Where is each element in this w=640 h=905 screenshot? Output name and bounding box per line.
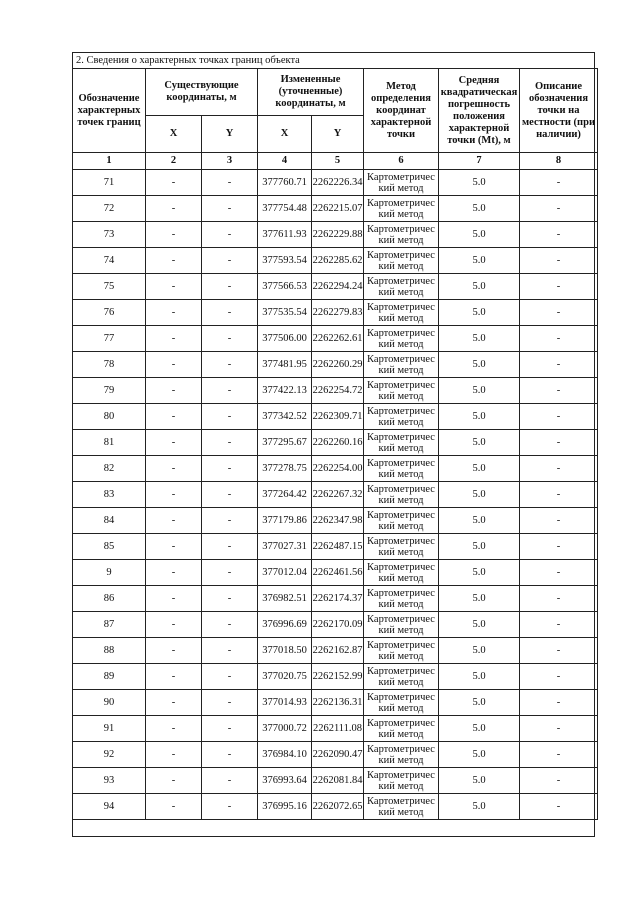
method-line: кий метод [378, 286, 424, 298]
existing-x-cell: - [146, 586, 202, 612]
method-cell [364, 794, 439, 820]
point-id-cell: 80 [73, 404, 146, 430]
accuracy-cell: 5.0 [439, 300, 520, 326]
table-row [73, 794, 598, 820]
method-line: Картометричес [367, 197, 435, 209]
changed-x-cell: 377422.13 [258, 378, 312, 404]
accuracy-cell: 5.0 [439, 638, 520, 664]
method-line: Картометричес [367, 587, 435, 599]
method-line: кий метод [378, 676, 424, 688]
table-row [73, 378, 598, 404]
accuracy-cell: 5.0 [439, 508, 520, 534]
accuracy-cell: 5.0 [439, 222, 520, 248]
method-cell [364, 482, 439, 508]
method-line: кий метод [378, 364, 424, 376]
method-line: кий метод [378, 234, 424, 246]
changed-y-cell: 2262347.98 [312, 508, 364, 534]
existing-y-cell: - [202, 742, 258, 768]
table-row [73, 638, 598, 664]
point-id-cell: 79 [73, 378, 146, 404]
existing-y-cell: - [202, 664, 258, 690]
changed-y-cell: 2262162.87 [312, 638, 364, 664]
method-line: Картометричес [367, 223, 435, 235]
existing-x-cell: - [146, 534, 202, 560]
changed-x-cell: 377264.42 [258, 482, 312, 508]
accuracy-cell: 5.0 [439, 326, 520, 352]
accuracy-cell: 5.0 [439, 794, 520, 820]
changed-x-cell: 377760.71 [258, 170, 312, 196]
description-cell: - [520, 170, 598, 196]
method-cell [364, 274, 439, 300]
changed-y-cell: 2262279.83 [312, 300, 364, 326]
existing-y-cell: - [202, 378, 258, 404]
accuracy-cell: 5.0 [439, 248, 520, 274]
changed-y-cell: 2262090.47 [312, 742, 364, 768]
table-row [73, 742, 598, 768]
changed-x-cell: 377611.93 [258, 222, 312, 248]
accuracy-cell: 5.0 [439, 196, 520, 222]
accuracy-cell: 5.0 [439, 742, 520, 768]
description-cell: - [520, 794, 598, 820]
header-description: Описание обозначения точки на местности (при наличии) [520, 69, 598, 153]
accuracy-cell: 5.0 [439, 378, 520, 404]
accuracy-cell: 5.0 [439, 456, 520, 482]
method-line: Картометричес [367, 353, 435, 365]
column-number: 3 [202, 153, 258, 170]
description-cell: - [520, 716, 598, 742]
point-id-cell: 85 [73, 534, 146, 560]
table-row [73, 248, 598, 274]
point-id-cell: 73 [73, 222, 146, 248]
empty-bottom-row [72, 823, 595, 837]
description-cell: - [520, 222, 598, 248]
accuracy-cell: 5.0 [439, 534, 520, 560]
table-row [73, 196, 598, 222]
existing-x-cell: - [146, 638, 202, 664]
method-cell [364, 404, 439, 430]
changed-x-cell: 377295.67 [258, 430, 312, 456]
accuracy-cell: 5.0 [439, 664, 520, 690]
table-row [73, 482, 598, 508]
point-id-cell: 87 [73, 612, 146, 638]
existing-y-cell: - [202, 768, 258, 794]
method-line: кий метод [378, 416, 424, 428]
existing-x-cell: - [146, 300, 202, 326]
point-id-cell: 81 [73, 430, 146, 456]
accuracy-cell: 5.0 [439, 482, 520, 508]
existing-x-cell: - [146, 326, 202, 352]
column-number: 6 [364, 153, 439, 170]
changed-y-cell: 2262170.09 [312, 612, 364, 638]
description-cell: - [520, 482, 598, 508]
column-number: 7 [439, 153, 520, 170]
method-line: Картометричес [367, 379, 435, 391]
changed-x-cell: 377342.52 [258, 404, 312, 430]
method-cell [364, 196, 439, 222]
table-row [73, 664, 598, 690]
description-cell: - [520, 612, 598, 638]
method-line: кий метод [378, 598, 424, 610]
changed-y-cell: 2262254.72 [312, 378, 364, 404]
changed-x-cell: 377535.54 [258, 300, 312, 326]
method-line: кий метод [378, 728, 424, 740]
accuracy-cell: 5.0 [439, 352, 520, 378]
description-cell: - [520, 586, 598, 612]
changed-y-cell: 2262226.34 [312, 170, 364, 196]
method-line: кий метод [378, 572, 424, 584]
method-cell [364, 690, 439, 716]
header-existing-coords: Существующие координаты, м [146, 69, 258, 116]
existing-y-cell: - [202, 586, 258, 612]
method-line: Картометричес [367, 743, 435, 755]
method-cell [364, 352, 439, 378]
changed-y-cell: 2262072.65 [312, 794, 364, 820]
point-id-cell: 92 [73, 742, 146, 768]
column-number: 1 [73, 153, 146, 170]
method-cell [364, 430, 439, 456]
method-line: кий метод [378, 390, 424, 402]
header-point-id: Обозначение характерных точек границ [73, 69, 146, 153]
description-cell: - [520, 534, 598, 560]
changed-x-cell: 377020.75 [258, 664, 312, 690]
existing-y-cell: - [202, 326, 258, 352]
existing-x-cell: - [146, 196, 202, 222]
existing-y-cell: - [202, 508, 258, 534]
method-line: Картометричес [367, 171, 435, 183]
description-cell: - [520, 690, 598, 716]
changed-y-cell: 2262174.37 [312, 586, 364, 612]
method-line: кий метод [378, 312, 424, 324]
point-id-cell: 74 [73, 248, 146, 274]
table-row [73, 222, 598, 248]
header-accuracy: Средняя квадратическая погрешность положения характерной точки (Mt), м [439, 69, 520, 153]
changed-y-cell: 2262262.61 [312, 326, 364, 352]
method-line: кий метод [378, 624, 424, 636]
changed-x-cell: 377506.00 [258, 326, 312, 352]
existing-y-cell: - [202, 274, 258, 300]
header-existing-y: Y [202, 116, 258, 153]
point-id-cell: 75 [73, 274, 146, 300]
existing-x-cell: - [146, 794, 202, 820]
point-id-cell: 88 [73, 638, 146, 664]
changed-x-cell: 377027.31 [258, 534, 312, 560]
method-cell [364, 508, 439, 534]
existing-y-cell: - [202, 560, 258, 586]
table-row [73, 170, 598, 196]
accuracy-cell: 5.0 [439, 768, 520, 794]
description-cell: - [520, 456, 598, 482]
existing-x-cell: - [146, 716, 202, 742]
existing-y-cell: - [202, 456, 258, 482]
point-id-cell: 90 [73, 690, 146, 716]
point-id-cell: 9 [73, 560, 146, 586]
method-cell [364, 170, 439, 196]
header-existing-x: X [146, 116, 202, 153]
method-line: Картометричес [367, 431, 435, 443]
changed-y-cell: 2262136.31 [312, 690, 364, 716]
method-line: кий метод [378, 650, 424, 662]
description-cell: - [520, 742, 598, 768]
method-line: кий метод [378, 208, 424, 220]
existing-x-cell: - [146, 742, 202, 768]
method-line: Картометричес [367, 665, 435, 677]
existing-x-cell: - [146, 404, 202, 430]
accuracy-cell: 5.0 [439, 560, 520, 586]
description-cell: - [520, 196, 598, 222]
existing-x-cell: - [146, 456, 202, 482]
method-cell [364, 222, 439, 248]
table-row [73, 560, 598, 586]
table-row [73, 690, 598, 716]
method-line: кий метод [378, 468, 424, 480]
changed-y-cell: 2262260.16 [312, 430, 364, 456]
point-id-cell: 71 [73, 170, 146, 196]
table-row [73, 586, 598, 612]
changed-y-cell: 2262285.62 [312, 248, 364, 274]
existing-x-cell: - [146, 352, 202, 378]
existing-x-cell: - [146, 222, 202, 248]
existing-y-cell: - [202, 612, 258, 638]
method-line: кий метод [378, 494, 424, 506]
method-line: кий метод [378, 546, 424, 558]
table-row [73, 404, 598, 430]
description-cell: - [520, 326, 598, 352]
description-cell: - [520, 274, 598, 300]
existing-x-cell: - [146, 560, 202, 586]
existing-x-cell: - [146, 274, 202, 300]
method-cell [364, 586, 439, 612]
section-title: 2. Сведения о характерных точках границ объекта [76, 55, 300, 66]
table-row [73, 534, 598, 560]
changed-y-cell: 2262294.24 [312, 274, 364, 300]
method-cell [364, 326, 439, 352]
method-line: Картометричес [367, 327, 435, 339]
point-id-cell: 94 [73, 794, 146, 820]
existing-y-cell: - [202, 352, 258, 378]
existing-y-cell: - [202, 482, 258, 508]
accuracy-cell: 5.0 [439, 170, 520, 196]
header-changed-x: X [258, 116, 312, 153]
changed-y-cell: 2262215.07 [312, 196, 364, 222]
changed-x-cell: 377018.50 [258, 638, 312, 664]
method-cell [364, 248, 439, 274]
changed-y-cell: 2262111.08 [312, 716, 364, 742]
description-cell: - [520, 560, 598, 586]
existing-y-cell: - [202, 794, 258, 820]
method-line: кий метод [378, 182, 424, 194]
description-cell: - [520, 768, 598, 794]
column-number: 4 [258, 153, 312, 170]
method-cell [364, 768, 439, 794]
accuracy-cell: 5.0 [439, 716, 520, 742]
existing-x-cell: - [146, 508, 202, 534]
changed-y-cell: 2262461.56 [312, 560, 364, 586]
description-cell: - [520, 664, 598, 690]
existing-y-cell: - [202, 248, 258, 274]
existing-x-cell: - [146, 768, 202, 794]
column-number: 5 [312, 153, 364, 170]
changed-y-cell: 2262254.00 [312, 456, 364, 482]
method-cell [364, 612, 439, 638]
header-changed-coords: Измененные (уточненные) координаты, м [258, 69, 364, 116]
description-cell: - [520, 430, 598, 456]
table-row [73, 352, 598, 378]
method-cell [364, 560, 439, 586]
changed-x-cell: 377754.48 [258, 196, 312, 222]
table-row [73, 274, 598, 300]
changed-x-cell: 377000.72 [258, 716, 312, 742]
table-row [73, 768, 598, 794]
point-id-cell: 91 [73, 716, 146, 742]
changed-x-cell: 377481.95 [258, 352, 312, 378]
existing-x-cell: - [146, 612, 202, 638]
accuracy-cell: 5.0 [439, 612, 520, 638]
point-id-cell: 86 [73, 586, 146, 612]
method-cell [364, 664, 439, 690]
existing-x-cell: - [146, 690, 202, 716]
changed-x-cell: 376996.69 [258, 612, 312, 638]
method-line: Картометричес [367, 795, 435, 807]
description-cell: - [520, 248, 598, 274]
point-id-cell: 89 [73, 664, 146, 690]
method-cell [364, 456, 439, 482]
existing-y-cell: - [202, 638, 258, 664]
method-line: кий метод [378, 806, 424, 818]
table-row [73, 326, 598, 352]
header-changed-y: Y [312, 116, 364, 153]
changed-y-cell: 2262487.15 [312, 534, 364, 560]
description-cell: - [520, 404, 598, 430]
method-line: Картометричес [367, 457, 435, 469]
column-number: 2 [146, 153, 202, 170]
existing-x-cell: - [146, 378, 202, 404]
accuracy-cell: 5.0 [439, 586, 520, 612]
existing-x-cell: - [146, 664, 202, 690]
method-line: кий метод [378, 754, 424, 766]
method-line: Картометричес [367, 483, 435, 495]
method-cell [364, 638, 439, 664]
changed-x-cell: 376982.51 [258, 586, 312, 612]
method-cell [364, 378, 439, 404]
method-cell [364, 300, 439, 326]
method-line: кий метод [378, 260, 424, 272]
existing-x-cell: - [146, 170, 202, 196]
existing-y-cell: - [202, 690, 258, 716]
method-line: Картометричес [367, 275, 435, 287]
method-line: Картометричес [367, 613, 435, 625]
accuracy-cell: 5.0 [439, 430, 520, 456]
point-id-cell: 76 [73, 300, 146, 326]
method-line: Картометричес [367, 301, 435, 313]
existing-x-cell: - [146, 430, 202, 456]
changed-y-cell: 2262267.32 [312, 482, 364, 508]
header-method: Метод определения координат характерной точки [364, 69, 439, 153]
method-cell [364, 742, 439, 768]
table-row [73, 300, 598, 326]
table-row [73, 716, 598, 742]
changed-x-cell: 377012.04 [258, 560, 312, 586]
method-line: кий метод [378, 442, 424, 454]
existing-y-cell: - [202, 222, 258, 248]
point-id-cell: 72 [73, 196, 146, 222]
accuracy-cell: 5.0 [439, 274, 520, 300]
existing-y-cell: - [202, 170, 258, 196]
column-number: 8 [520, 153, 598, 170]
method-cell [364, 716, 439, 742]
description-cell: - [520, 508, 598, 534]
changed-x-cell: 377179.86 [258, 508, 312, 534]
description-cell: - [520, 352, 598, 378]
changed-y-cell: 2262309.71 [312, 404, 364, 430]
existing-y-cell: - [202, 404, 258, 430]
changed-x-cell: 377566.53 [258, 274, 312, 300]
changed-y-cell: 2262229.88 [312, 222, 364, 248]
method-line: кий метод [378, 520, 424, 532]
point-id-cell: 78 [73, 352, 146, 378]
method-line: Картометричес [367, 405, 435, 417]
accuracy-cell: 5.0 [439, 690, 520, 716]
changed-x-cell: 377278.75 [258, 456, 312, 482]
method-line: Картометричес [367, 561, 435, 573]
table-row [73, 508, 598, 534]
existing-y-cell: - [202, 430, 258, 456]
method-line: Картометричес [367, 639, 435, 651]
existing-y-cell: - [202, 716, 258, 742]
method-line: Картометричес [367, 249, 435, 261]
table-row [73, 430, 598, 456]
existing-x-cell: - [146, 248, 202, 274]
existing-y-cell: - [202, 300, 258, 326]
table-row [73, 612, 598, 638]
method-line: Картометричес [367, 691, 435, 703]
existing-y-cell: - [202, 534, 258, 560]
method-line: Картометричес [367, 509, 435, 521]
point-id-cell: 82 [73, 456, 146, 482]
point-id-cell: 83 [73, 482, 146, 508]
table-row [73, 456, 598, 482]
accuracy-cell: 5.0 [439, 404, 520, 430]
method-line: кий метод [378, 780, 424, 792]
changed-x-cell: 376995.16 [258, 794, 312, 820]
method-line: Картометричес [367, 535, 435, 547]
changed-x-cell: 376984.10 [258, 742, 312, 768]
method-cell [364, 534, 439, 560]
method-line: Картометричес [367, 717, 435, 729]
method-line: кий метод [378, 702, 424, 714]
point-id-cell: 77 [73, 326, 146, 352]
point-id-cell: 93 [73, 768, 146, 794]
points-table [72, 68, 598, 820]
column-numbers-row [73, 153, 598, 170]
changed-x-cell: 376993.64 [258, 768, 312, 794]
changed-y-cell: 2262260.29 [312, 352, 364, 378]
changed-x-cell: 377593.54 [258, 248, 312, 274]
description-cell: - [520, 378, 598, 404]
existing-y-cell: - [202, 196, 258, 222]
description-cell: - [520, 638, 598, 664]
method-line: Картометричес [367, 769, 435, 781]
point-id-cell: 84 [73, 508, 146, 534]
changed-y-cell: 2262081.84 [312, 768, 364, 794]
changed-x-cell: 377014.93 [258, 690, 312, 716]
existing-x-cell: - [146, 482, 202, 508]
changed-y-cell: 2262152.99 [312, 664, 364, 690]
method-line: кий метод [378, 338, 424, 350]
description-cell: - [520, 300, 598, 326]
